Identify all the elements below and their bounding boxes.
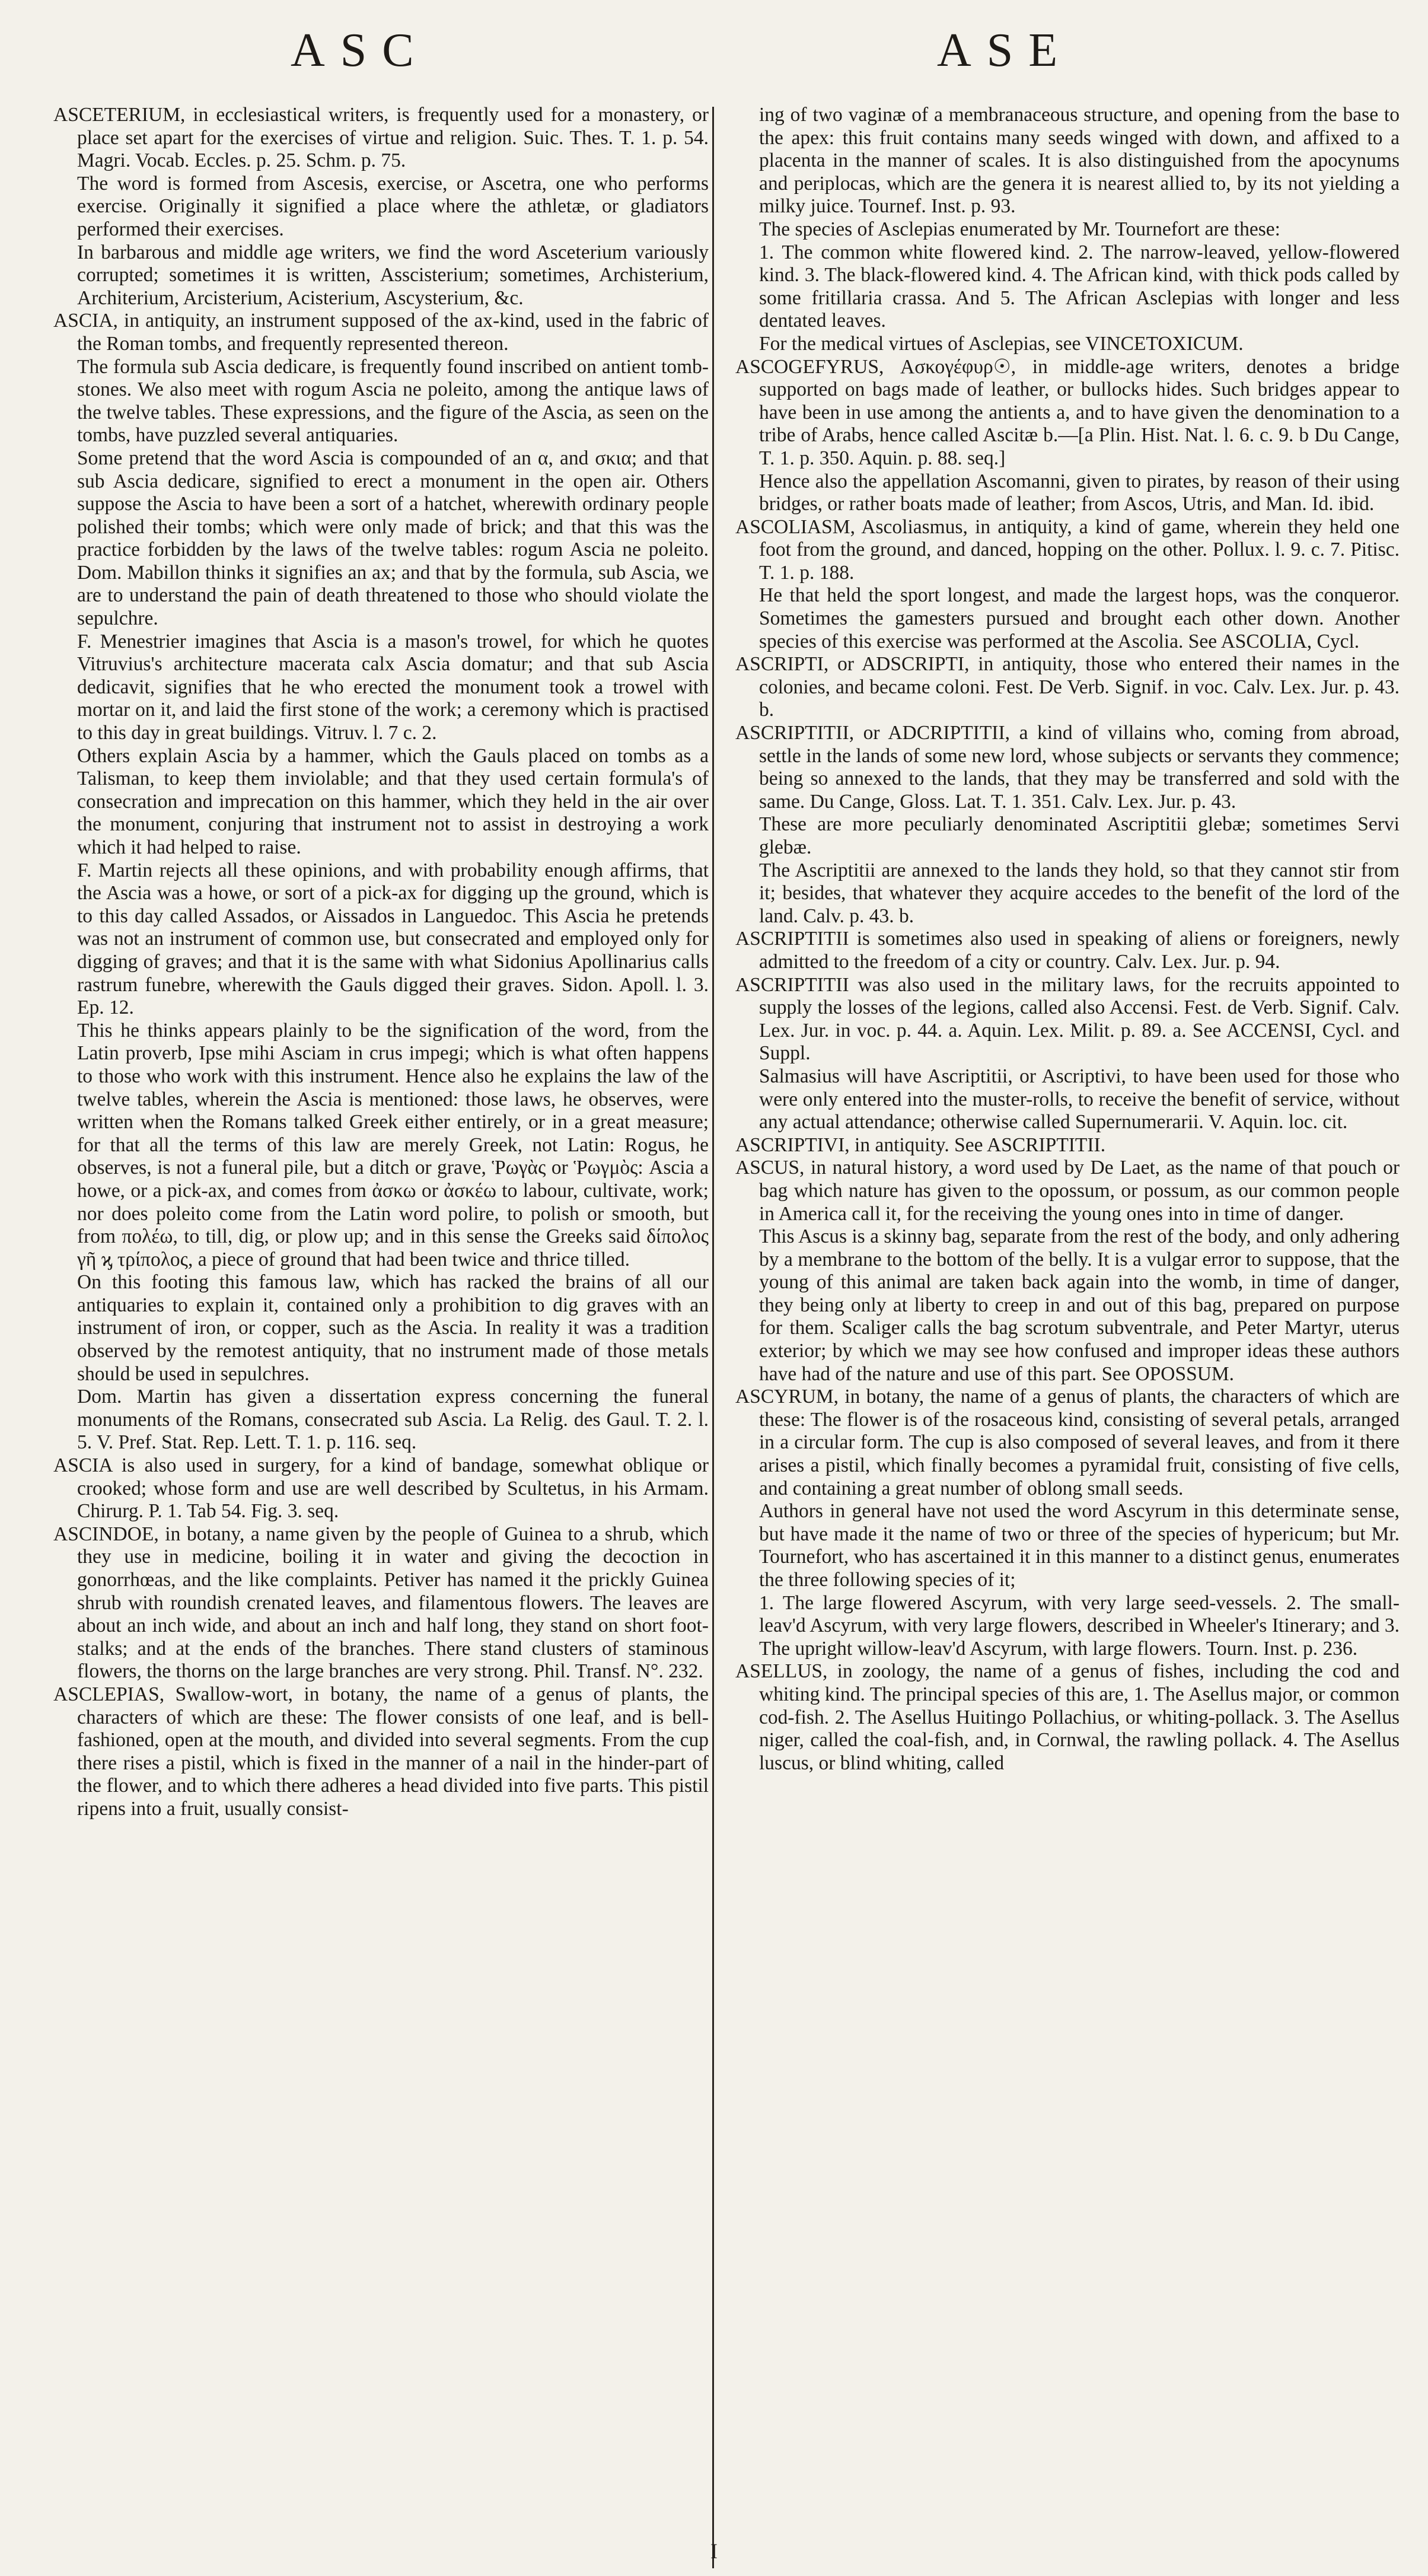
- paragraph: On this footing this famous law, which has racked the brains of all our antiquaries to explain it, contained only a prohibition to dig graves with an instrument of iron, or copper, such as the Ascia. In reality it was a tradition observed by the remotest antiquity, that no instrument made of those metals should be used in sepulchres.: [77, 1271, 709, 1385]
- paragraph: Some pretend that the word Ascia is compounded of an α, and σκια; and that sub Ascia dedicare, signified to erect a monument in the open air. Others suppose the Ascia to have been a sort of a hatchet, wherewith ordinary people polished their tombs; which were only made of brick; and that this was the practice forbidden by the laws of the twelve tables: rogum Ascia ne poleito. Dom. Mabillon thinks it signifies an ax; and that by the formula, sub Ascia, we are to understand the pain of death threatened to those who should violate the sepulchre.: [77, 447, 709, 630]
- paragraph: For the medical virtues of Asclepias, see VINCETOXICUM.: [759, 332, 1244, 355]
- paragraph: The formula sub Ascia dedicare, is frequently found inscribed on antient tomb-stones. We also meet with rogum Ascia ne poleito, among the antique laws of the twelve tables. These expressions, and the figure of the Ascia, as seen on the tombs, have puzzled several antiquaries.: [77, 355, 709, 447]
- entry-ascriptitii: ASCRIPTITII, or ADCRIPTITII, a kind of villains who, coming from abroad, settle in the lands of some new lord, whose subjects or servants they commence; being so annexed to the lands, that they may be transferred and sold with the same. Du Cange, Gloss. Lat. T. 1. 351. Calv. Lex. Jur. p. 43.: [735, 722, 1400, 813]
- entry-ascoliasm: ASCOLIASM, Ascoliasmus, in antiquity, a kind of game, wherein they held one foot from the ground, and danced, hopping on the other. Pollux. l. 9. c. 7. Pitisc. T. 1. p. 188.: [735, 515, 1400, 584]
- right-column: [735, 104, 1400, 1775]
- paragraph: Others explain Ascia by a hammer, which the Gauls placed on tombs as a Talisman, to keep them inviolable; and that they used certain formula's of consecration and imprecation on this hammer, which they held in the air over the monument, conjuring that instrument not to assist in destroying a work which it had helped to raise.: [77, 744, 709, 858]
- paragraph: He that held the sport longest, and made the largest hops, was the conqueror. Sometimes the gamesters pursued and brought each other down. Another species of this exercise was performed at the Ascolia. See ASCOLIA, Cycl.: [759, 584, 1400, 652]
- paragraph: The Ascriptitii are annexed to the lands they hold, so that they cannot stir from it; besides, that whatever they acquire accedes to the benefit of the lord of the land. Calv. p. 43. b.: [759, 859, 1400, 927]
- entry-ascyrum: ASCYRUM, in botany, the name of a genus of plants, the characters of which are these: The flower is of the rosaceous kind, consisting of several petals, arranged in a circular form. The cup is also composed of several leaves, and from it there arises a pistil, which finally becomes a pyramidal fruit, consisting of five cells, and containing a great number of oblong small seeds.: [735, 1386, 1400, 1499]
- page-signature: I: [710, 2539, 718, 2563]
- paragraph: These are more peculiarly denominated Ascriptitii glebæ; sometimes Servi glebæ.: [759, 813, 1400, 858]
- paragraph: Salmasius will have Ascriptitii, or Ascriptivi, to have been used for those who were only entered into the muster-rolls, to receive the benefit of service, without any actual attendance; otherwise called Supernumerarii. V. Aquin. loc. cit.: [759, 1065, 1400, 1133]
- entry-ascriptitii-aliens: ASCRIPTITII is sometimes also used in speaking of aliens or foreigners, newly admitted to the freedom of a city or country. Calv. Lex. Jur. p. 94.: [735, 928, 1400, 973]
- running-head-left: ASC: [291, 24, 429, 77]
- entry-asclepias: ASCLEPIAS, Swallow-wort, in botany, the name of a genus of plants, the characters of which are these: The flower consists of one leaf, and is bell-fashioned, open at the mouth, and divided into several segments. From the cup there rises a pistil, which is fixed in the manner of a nail in the hinder-part of the flower, and to which there adheres a head divided into five parts. This pistil ripens into a fruit, usually consist-: [53, 1683, 709, 1820]
- entry-ascus: ASCUS, in natural history, a word used by De Laet, as the name of that pouch or bag which nature has given to the opossum, or possum, as our common people in America call it, for the receiving the young ones into in time of danger.: [735, 1157, 1400, 1225]
- entry-ascriptivi: ASCRIPTIVI, in antiquity. See ASCRIPTITII.: [735, 1133, 1106, 1156]
- paragraph: 1. The large flowered Ascyrum, with very large seed-vessels. 2. The small-leav'd Ascyrum, with very large flowers, described in Wheeler's Itinerary; and 3. The upright willow-leav'd Ascyrum, with large flowers. Tourn. Inst. p. 236.: [759, 1591, 1400, 1660]
- entry-ascindoe: ASCINDOE, in botany, a name given by the people of Guinea to a shrub, which they use in medicine, boiling it in water and giving the decoction in gonorrhœas, and the like complaints. Petiver has named it the prickly Guinea shrub with roundish crenated leaves, and filamentous flowers. The leaves are about an inch wide, and about an inch and half long, they stand on short foot-stalks; and at the ends of the branches. There stand clusters of staminous flowers, the thorns on the large branches are very strong. Phil. Transf. N°. 232.: [53, 1523, 709, 1683]
- entry-asellus: ASELLUS, in zoology, the name of a genus of fishes, including the cod and whiting kind. The principal species of this are, 1. The Asellus major, or common cod-fish. 2. The Asellus Huitingo Pollachius, or whiting-pollack. 3. The Asellus niger, called the coal-fish, and, in Cornwal, the rawling pollack. 4. The Asellus luscus, or blind whiting, called: [735, 1660, 1400, 1774]
- paragraph: 1. The common white flowered kind. 2. The narrow-leaved, yellow-flowered kind. 3. The black-flowered kind. 4. The African kind, with thick pods called by some fritillaria crassa. And 5. The African Asclepias with longer and less dentated leaves.: [759, 241, 1400, 332]
- column-divider: [712, 107, 714, 2568]
- paragraph: Authors in general have not used the word Ascyrum in this determinate sense, but have made it the name of two or three of the species of hypericum; but Mr. Tournefort, who has ascertained it in this manner to a distinct genus, enumerates the three following species of it;: [759, 1500, 1400, 1591]
- paragraph: In barbarous and middle age writers, we find the word Asceterium variously corrupted; sometimes it is written, Asscisterium; sometimes, Archisterium, Architerium, Arcisterium, Acisterium, Ascysterium, &c.: [77, 241, 709, 309]
- entry-ascripti: ASCRIPTI, or ADSCRIPTI, in antiquity, those who entered their names in the colonies, and became coloni. Fest. De Verb. Signif. in voc. Calv. Lex. Jur. p. 43. b.: [735, 653, 1400, 721]
- paragraph: This he thinks appears plainly to be the signification of the word, from the Latin proverb, Ipse mihi Asciam in crus impegi; which is what often happens to those who work with this instrument. Hence also he explains the law of the twelve tables, wherein the Ascia is mentioned: those laws, he observes, were written when the Romans talked Greek either entirely, or in a great measure; for that all the terms of this law are merely Greek, not Latin: Rogus, he observes, is not a funeral pile, but a ditch or grave, Ῥωγὰς or Ῥωγμὸς: Ascia a howe, or a pick-ax, and comes from ἀσκω or ἀσκέω to labour, cultivate, work; nor does poleito come from the Latin word polire, to polish or smooth, but from πολέω, to till, dig, or plow up; and in this sense the Greeks said δίπολος γῆ ϗ τρίπολος, a piece of ground that had been twice and thrice tilled.: [77, 1019, 709, 1271]
- left-column: [53, 104, 709, 1821]
- paragraph: The species of Asclepias enumerated by Mr. Tournefort are these:: [759, 218, 1280, 240]
- entry-ascia-surgery: ASCIA is also used in surgery, for a kind of bandage, somewhat oblique or crooked; whose form and use are well described by Scultetus, in his Armam. Chirurg. P. 1. Tab 54. Fig. 3. seq.: [53, 1454, 709, 1523]
- paragraph: Hence also the appellation Ascomanni, given to pirates, by reason of their using bridges, or rather boats made of leather; from Ascos, Utris, and Man. Id. ibid.: [759, 470, 1400, 515]
- paragraph: F. Menestrier imagines that Ascia is a mason's trowel, for which he quotes Vitruvius's architecture macerata calx Ascia domatur; and that sub Ascia dedicavit, signifies that he who erected the monument took a trowel with mortar on it, and laid the first stone of the work; a ceremony which is practised to this day in great buildings. Vitruv. l. 7 c. 2.: [77, 630, 709, 744]
- paragraph: The word is formed from Ascesis, exercise, or Ascetra, one who performs exercise. Originally it signified a place where the athletæ, or gladiators performed their exercises.: [77, 172, 709, 240]
- running-head-right: ASE: [937, 24, 1073, 77]
- entry-ascogefyrus: ASCOGEFYRUS, Ασκογέφυρ☉, in middle-age writers, denotes a bridge supported on bags made of leather, or bullocks hides. Such bridges appear to have been in use among the antients a, and to have given the denomination to a tribe of Arabs, hence called Ascitæ b.—[a Plin. Hist. Nat. l. 6. c. 9. b Du Cange, T. 1. p. 350. Aquin. p. 88. seq.]: [735, 355, 1400, 469]
- paragraph: F. Martin rejects all these opinions, and with probability enough affirms, that the Ascia was a howe, or sort of a pick-ax for digging up the ground, which is to this day called Assados, or Aissados in Languedoc. This Ascia he pretends was not an instrument of common use, but consecrated and employed only for digging of graves; and that it is the same with what Sidonius Apollinarius calls rastrum funebre, wherewith the Gauls digged their graves. Sidon. Apoll. l. 3. Ep. 12.: [77, 859, 709, 1019]
- paragraph: ing of two vaginæ of a membranaceous structure, and opening from the base to the apex: this fruit contains many seeds winged with down, and affixed to a placenta in the manner of scales. It is also distinguished from the apocynums and periplocas, which are the genera it is nearest allied to, by its not yielding a milky juice. Tournef. Inst. p. 93.: [759, 104, 1400, 218]
- entry-ascia: ASCIA, in antiquity, an instrument supposed of the ax-kind, used in the fabric of the Roman tombs, and frequently represented thereon.: [53, 310, 709, 355]
- entry-ascriptitii-military: ASCRIPTITII was also used in the military laws, for the recruits appointed to supply the losses of the legions, called also Accensi. Fest. de Verb. Signif. Calv. Lex. Jur. in voc. p. 44. a. Aquin. Lex. Milit. p. 89. a. See ACCENSI, Cycl. and Suppl.: [735, 973, 1400, 1065]
- entry-asceterium: ASCETERIUM, in ecclesiastical writers, is frequently used for a monastery, or place set apart for the exercises of virtue and religion. Suic. Thes. T. 1. p. 54. Magri. Vocab. Eccles. p. 25. Schm. p. 75.: [53, 104, 709, 172]
- paragraph: Dom. Martin has given a dissertation express concerning the funeral monuments of the Romans, consecrated sub Ascia. La Relig. des Gaul. T. 2. l. 5. V. Pref. Stat. Rep. Lett. T. 1. p. 116. seq.: [77, 1386, 709, 1454]
- paragraph: This Ascus is a skinny bag, separate from the rest of the body, and only adhering by a membrane to the bottom of the belly. It is a vulgar error to suppose, that the young of this animal are taken back again into the womb, in time of danger, they being only at liberty to creep in and out of this bag, prepared on purpose for them. Scaliger calls the bag scrotum subventrale, and Peter Martyr, uterus exterior; by which we may see how confused and improper ideas these authors have had of the nature and use of this part. See OPOSSUM.: [759, 1225, 1400, 1385]
